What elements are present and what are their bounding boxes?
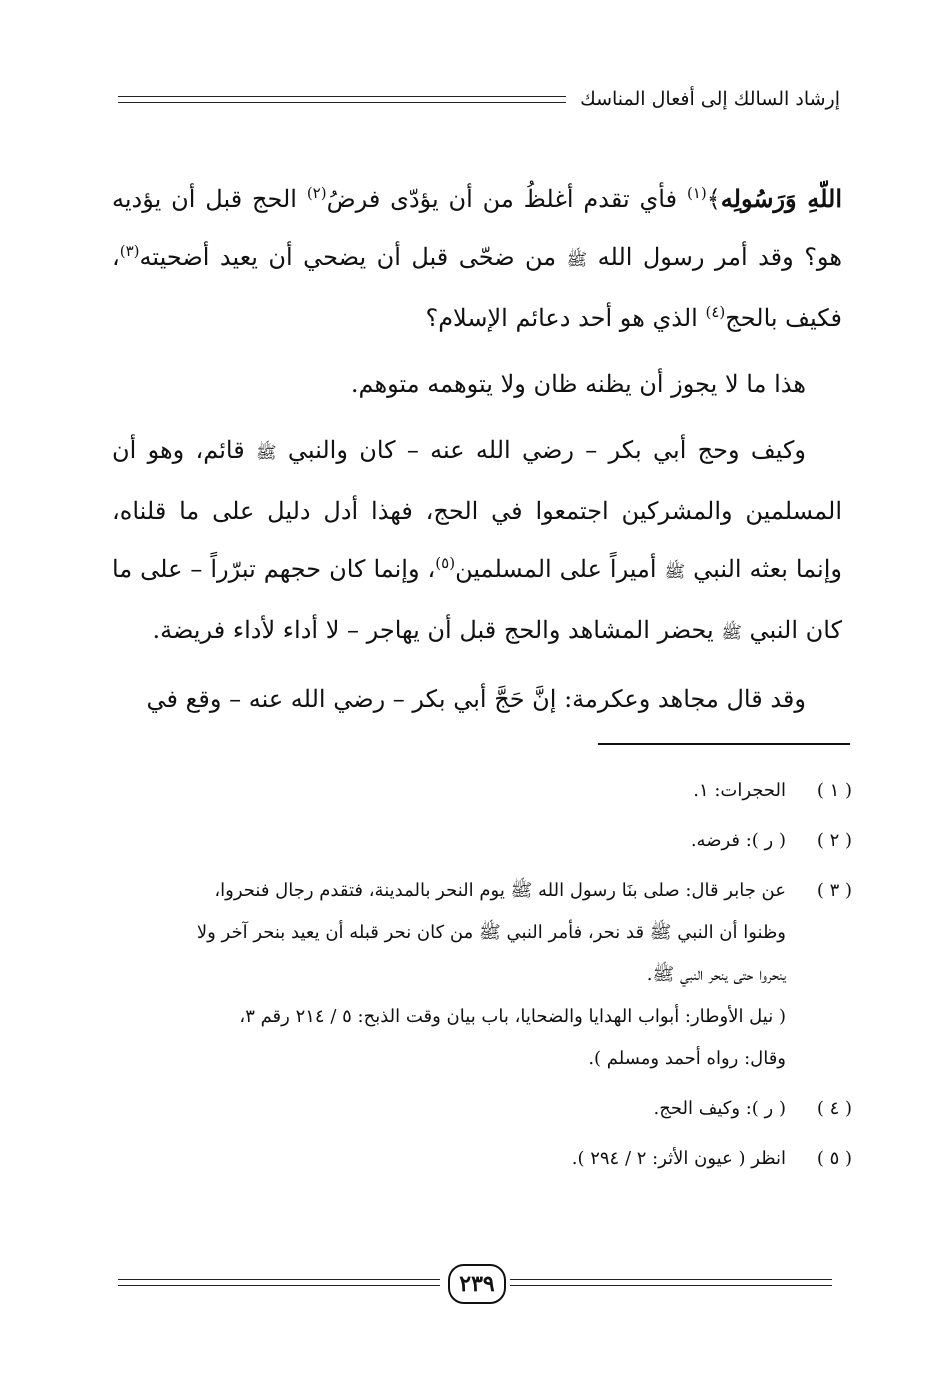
footnote-number: ( ٤ ) [816, 1098, 852, 1119]
paragraph-text: من ضحّى قبل أن يضحي أن يعيد أضحيته [139, 243, 567, 271]
salawat-glyph: ﷺ [256, 443, 277, 463]
page-number-ornament [118, 1264, 832, 1304]
footnote-line: ( ر ): فرضه. [690, 830, 786, 851]
footnote-separator [598, 743, 850, 745]
paragraph-text: ، فكيف بالحج [112, 243, 842, 332]
footnote-line: وظنوا أن النبي ﷺ قد نحر، فأمر النبي ﷺ من كان نحر قبله أن يعيد بنحر آخر ولا [196, 922, 786, 943]
footnote-number: ( ٥ ) [816, 1148, 852, 1169]
paragraph-text: أميراً على المسلمين [455, 555, 665, 583]
footnote-ref-1: (١) [686, 184, 707, 202]
footnote-text [110, 1088, 786, 1130]
running-header [118, 84, 840, 114]
footnote-line: عن جابر قال: صلى بنَا رسول الله ﷺ يوم النحر بالمدينة، فتقدم رجال فنحروا، [214, 880, 786, 901]
quran-bracket: ﴾ [706, 185, 721, 213]
footnote-text [110, 1138, 786, 1180]
paragraph-2: هذا ما لا يجوز أن يظنه ظان ولا يتوهمه متوهم. [350, 370, 806, 398]
footnote-text [110, 870, 786, 1080]
footnote-ref-5: (٥) [435, 554, 456, 572]
footnote-source: وقال: رواه أحمد ومسلم ). [588, 1048, 786, 1069]
footnote-3 [110, 870, 852, 1080]
paragraph-text: الذي هو أحد دعائم الإسلام؟ [425, 304, 706, 332]
paragraph-3 [112, 421, 842, 662]
footnote-4 [110, 1088, 852, 1130]
footnote-line: انظر ( عيون الأثر: ٢ / ٢٩٤ ). [571, 1148, 786, 1169]
footnote-2 [110, 820, 852, 862]
page-number: ٢٣٩ [448, 1264, 506, 1304]
footnote-text [110, 820, 786, 862]
footnote-5 [110, 1138, 852, 1180]
page-number-rule-left [118, 1279, 440, 1286]
paragraph-text: فأي تقدم أغلظُ من أن يؤدّى فرضُ [326, 185, 687, 213]
footnote-ref-2: (٢) [306, 184, 327, 202]
paragraph-text: الحج قبل أن يؤديه هو؟ وقد أمر رسول الله [112, 185, 842, 271]
footnote-number: ( ٢ ) [816, 830, 852, 851]
running-header-title: إرشاد السالك إلى أفعال المناسك [580, 88, 840, 110]
paragraph-text: وكيف وحج أبي بكر – رضي الله عنه – كان والنبي [276, 436, 806, 464]
main-text [112, 170, 842, 736]
paragraph-text: ، وإنما كان حجهم تبرّراً – على ما كان النبي [112, 555, 842, 644]
footnote-number: ( ٣ ) [816, 880, 852, 901]
header-double-rule [118, 96, 566, 103]
salawat-glyph: ﷺ [566, 250, 588, 270]
footnote-text [110, 770, 786, 812]
footnote-line: ( ر ): وكيف الحج. [653, 1098, 786, 1119]
paragraph-text: يحضر المشاهد والحج قبل أن يهاجر – لا أداء لأداء فريضة. [152, 616, 722, 644]
quran-quote: اللّهِ وَرَسُولِه [720, 184, 843, 213]
footnote-source: ( نيل الأوطار: أبواب الهدايا والضحايا، باب بيان وقت الذبح: ٥ / ٢١٤ رقم ٣، [239, 1006, 786, 1027]
page-number-rule-right [510, 1279, 832, 1286]
footnote-ref-4: (٤) [705, 303, 726, 321]
paragraph-4: وقد قال مجاهد وعكرمة: إنَّ حَجَّ أبي بكر – رضي الله عنه – وقع في [146, 685, 806, 713]
paragraph-text: قائم، وهو أن المسلمين والمشركين اجتمعوا في الحج، فهذا أدل دليل على ما قلناه، وإنما بعثه النبي [112, 436, 842, 583]
footnote-1 [110, 770, 852, 812]
footnote-line: ينحروا حتى ينحر النبي ﷺ. [646, 964, 786, 985]
salawat-glyph: ﷺ [664, 562, 686, 582]
footnotes [110, 770, 852, 1188]
paragraph-1 [112, 170, 842, 347]
salawat-glyph: ﷺ [721, 623, 742, 643]
footnote-number: ( ١ ) [816, 780, 852, 801]
footnote-ref-3: (٣) [119, 242, 140, 260]
footnote-line: الحجرات: ١. [693, 780, 786, 801]
